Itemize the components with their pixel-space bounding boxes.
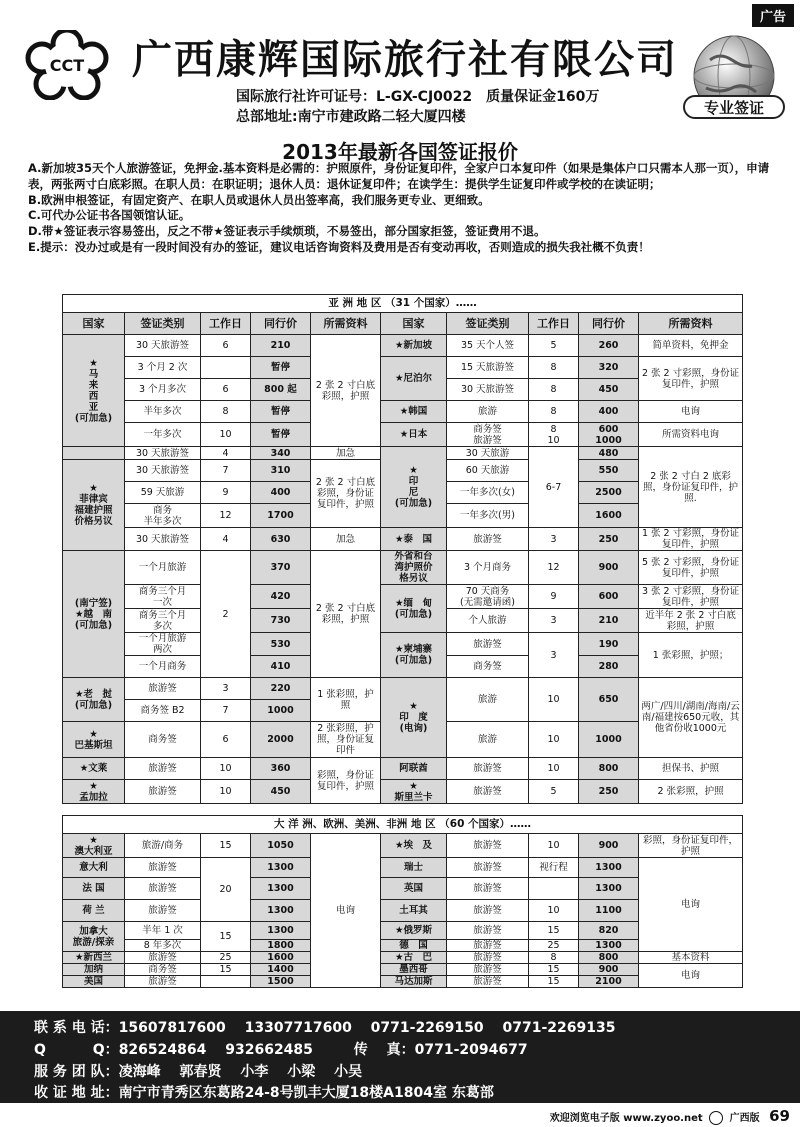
docs-cell: 电询 xyxy=(639,964,743,988)
cell xyxy=(201,976,251,988)
cell: 9 xyxy=(529,585,579,609)
country-switzerland: 瑞士 xyxy=(381,858,447,878)
country-philippines: ★ 菲律宾 福建护照 价格另议 xyxy=(63,460,125,551)
col-workdays: 工作日 xyxy=(529,313,579,335)
docs-cell: 1 张彩照，护照 xyxy=(311,678,381,722)
cell: 旅游签 xyxy=(447,878,529,900)
docs-cell: 2 张彩照，护照 xyxy=(639,780,743,804)
docs-cell: 彩照，身份证复印件，护照 xyxy=(311,758,381,804)
note-d: D.带★签证表示容易签出，反之不带★签证表示手续烦琐，不易签出，部分国家拒签，签证费用不退。 xyxy=(28,224,546,239)
globe-icon xyxy=(680,30,788,126)
cell: 旅游 xyxy=(447,722,529,758)
price-cell: 250 xyxy=(579,528,639,551)
cell: 5 xyxy=(529,335,579,357)
cell: 8 xyxy=(201,401,251,423)
price-cell: 800 起 xyxy=(251,379,311,401)
cell: 8 xyxy=(529,357,579,379)
cell: 3 个月商务 xyxy=(447,551,529,585)
svg-text:CCT: CCT xyxy=(49,56,85,75)
cell: 5 xyxy=(529,780,579,804)
contact-footer xyxy=(0,1011,800,1103)
cell: 商务签 xyxy=(447,656,529,678)
country-uk: 英国 xyxy=(381,878,447,900)
addr-label: 收 证 地 址： xyxy=(34,1085,119,1101)
cell: 9 xyxy=(201,482,251,504)
price-cell: 410 xyxy=(251,656,311,678)
country-new-zealand: ★新西兰 xyxy=(63,952,125,964)
cell: 商务三个月 一次 xyxy=(125,585,201,609)
price-cell: 1400 xyxy=(251,964,311,976)
docs-cell: 担保书、护照 xyxy=(639,758,743,780)
price-cell: 650 xyxy=(579,678,639,722)
price-cell: 530 xyxy=(251,633,311,656)
country-malaysia: ★ 马 来 西 亚 (可加急) xyxy=(63,335,125,447)
price-cell: 2000 xyxy=(251,722,311,758)
cell: 商务签 xyxy=(125,964,201,976)
table-row xyxy=(63,858,743,878)
country-usa: 美国 xyxy=(63,976,125,988)
team-label: 服 务 团 队： xyxy=(34,1064,119,1080)
cell: 一个月商务 xyxy=(125,656,201,678)
cell: 商务 半年多次 xyxy=(125,504,201,528)
cell: 25 xyxy=(201,952,251,964)
price-cell: 190 xyxy=(579,633,639,656)
price-cell: 暂停 xyxy=(251,401,311,423)
page-title: 2013年最新各国签证报价 xyxy=(282,140,518,164)
col-docs: 所需资料 xyxy=(311,313,381,335)
price-cell: 820 xyxy=(579,922,639,940)
cell xyxy=(201,357,251,379)
country-ghana: 加纳 xyxy=(63,964,125,976)
license-line: 国际旅行社许可证号：L-GX-CJ0022 质量保证金160万 xyxy=(236,89,600,105)
cell: 15 xyxy=(529,976,579,988)
cell: 25 xyxy=(529,940,579,952)
country-cambodia: ★柬埔寨 (可加急) xyxy=(381,633,447,678)
price-cell: 210 xyxy=(579,609,639,633)
cell: 2 xyxy=(201,551,251,678)
table-row xyxy=(63,528,743,551)
cell: 8 xyxy=(529,952,579,964)
cell: 59 天旅游 xyxy=(125,482,201,504)
note-c: C.可代办公证书各国领馆认证。 xyxy=(28,208,191,223)
qq-value: 826524864 932662485 xyxy=(118,1042,313,1058)
country-italy: 意大利 xyxy=(63,858,125,878)
others-section-title: 大 洋 洲、欧洲、美洲、非洲 地 区 （60 个国家）…… xyxy=(63,816,743,834)
country-france: 法 国 xyxy=(63,878,125,900)
cell: 旅游签 xyxy=(447,964,529,976)
cell: 个人旅游 xyxy=(447,609,529,633)
docs-cell: 简单资料，免押金 xyxy=(639,335,743,357)
cell: 8 年多次 xyxy=(125,940,201,952)
cell: 6 xyxy=(201,335,251,357)
table-row xyxy=(63,585,743,609)
note-b: B.欧洲申根签证，有固定资产、在职人员或退休人员出签率高，我们服务更专业、更细致。 xyxy=(28,192,490,207)
table-row xyxy=(63,780,743,804)
cell: 旅游 xyxy=(447,678,529,722)
price-cell: 450 xyxy=(251,780,311,804)
price-cell: 1600 xyxy=(251,952,311,964)
qq-label: Q Q： xyxy=(34,1042,119,1058)
company-name: 广西康辉国际旅行社有限公司 xyxy=(132,36,678,83)
price-cell: 1000 xyxy=(579,722,639,758)
price-cell: 220 xyxy=(251,678,311,700)
table-row xyxy=(63,357,743,379)
cell: 7 xyxy=(201,700,251,722)
table-row xyxy=(63,758,743,780)
team-value: 凌海峰 郭春贤 小李 小梁 小吴 xyxy=(118,1064,363,1080)
col-price: 同行价 xyxy=(251,313,311,335)
cell: 30 天旅游签 xyxy=(125,528,201,551)
cell: 15 xyxy=(529,922,579,940)
cell: 商务签 旅游签 xyxy=(447,423,529,447)
price-cell: 370 xyxy=(251,551,311,585)
cell: 10 xyxy=(201,423,251,447)
docs-cell: 彩照，身份证复印件，护照 xyxy=(639,834,743,858)
cell: 3 xyxy=(529,609,579,633)
cell: 70 天商务 (无需邀请函) xyxy=(447,585,529,609)
table-row xyxy=(63,551,743,585)
docs-cell: 近半年 2 张 2 寸白底彩照，护照 xyxy=(639,609,743,633)
cell: 3 xyxy=(201,678,251,700)
docs-cell: 两广/四川/湖南/海南/云南/福建按650元收，其他省份收1000元 xyxy=(639,678,743,758)
country-canada: 加拿大 旅游/探亲 xyxy=(63,922,125,952)
cell: 60 天旅游 xyxy=(447,460,529,482)
cell: 旅游签 xyxy=(447,940,529,952)
cell: 3 个月多次 xyxy=(125,379,201,401)
price-cell: 320 xyxy=(579,357,639,379)
table-row xyxy=(63,678,743,700)
col-visa-type: 签证类别 xyxy=(447,313,529,335)
page-number: 69 xyxy=(769,1107,790,1125)
col-price: 同行价 xyxy=(579,313,639,335)
docs-cell: 2 张 2 寸白底彩照，护照 xyxy=(311,335,381,447)
price-cell: 260 xyxy=(579,335,639,357)
cell: 商务三个月 多次 xyxy=(125,609,201,633)
docs-cell: 基本资料 xyxy=(639,952,743,964)
cell: 旅游签 xyxy=(447,922,529,940)
header xyxy=(0,0,800,125)
table-row xyxy=(63,401,743,423)
price-cell: 1300 xyxy=(251,878,311,900)
cell: 8 10 xyxy=(529,423,579,447)
cell: 3 xyxy=(529,633,579,678)
cell: 35 天个人签 xyxy=(447,335,529,357)
price-cell: 1050 xyxy=(251,834,311,858)
cell: 一年多次(男) xyxy=(447,504,529,528)
col-visa-type: 签证类别 xyxy=(125,313,201,335)
price-cell: 暂停 xyxy=(251,423,311,447)
cell: 15 xyxy=(529,964,579,976)
brand-circle-icon xyxy=(709,1111,723,1125)
country-thailand-other: 外省和台 湾护照价 格另议 xyxy=(381,551,447,585)
price-cell: 1600 xyxy=(579,504,639,528)
country-turkey: 土耳其 xyxy=(381,900,447,922)
cell: 30 天旅游 xyxy=(447,447,529,460)
docs-cell: 所需资料电询 xyxy=(639,423,743,447)
cell: 8 xyxy=(529,401,579,423)
price-cell: 1700 xyxy=(251,504,311,528)
cell: 旅游签 xyxy=(125,878,201,900)
country-singapore: ★新加坡 xyxy=(381,335,447,357)
svg-text:专业签证: 专业签证 xyxy=(703,99,765,117)
table-row xyxy=(63,834,743,858)
address-line: 总部地址:南宁市建政路二轻大厦四楼 xyxy=(236,109,466,125)
price-cell: 630 xyxy=(251,528,311,551)
price-cell: 1800 xyxy=(251,940,311,952)
cell: 一年多次 xyxy=(125,423,201,447)
cell: 旅游签 xyxy=(447,976,529,988)
docs-cell: 电询 xyxy=(311,834,381,988)
cell: 10 xyxy=(201,780,251,804)
country-russia: ★俄罗斯 xyxy=(381,922,447,940)
price-cell: 2100 xyxy=(579,976,639,988)
price-cell: 210 xyxy=(251,335,311,357)
cct-logo-icon xyxy=(22,30,112,100)
docs-cell: 电询 xyxy=(639,858,743,952)
site-text: 欢迎浏览电子版 www.zyoo.net xyxy=(549,1113,703,1124)
price-cell: 1300 xyxy=(251,858,311,878)
cell: 6 xyxy=(201,379,251,401)
price-cell: 400 xyxy=(251,482,311,504)
table-row xyxy=(63,633,743,656)
cell: 旅游签 xyxy=(447,900,529,922)
fax-value: 0771-2094677 xyxy=(414,1042,528,1058)
docs-cell: 1 张 2 寸彩照，身份证复印件，护照 xyxy=(639,528,743,551)
price-cell: 1300 xyxy=(251,900,311,922)
country-thailand: ★泰 国 xyxy=(381,528,447,551)
price-cell: 900 xyxy=(579,964,639,976)
docs-cell: 2 张彩照，护照，身份证复印件 xyxy=(311,722,381,758)
price-cell: 310 xyxy=(251,460,311,482)
col-docs: 所需资料 xyxy=(639,313,743,335)
cell: 15 xyxy=(201,964,251,976)
docs-cell: 2 张 2 寸彩照，身份证复印件，护照 xyxy=(639,357,743,401)
cell: 12 xyxy=(201,504,251,528)
docs-cell: 2 张 2 寸白底彩照，护照 xyxy=(311,551,381,678)
addr-row xyxy=(34,1082,494,1102)
country-australia: ★ 澳大利亚 xyxy=(63,834,125,858)
country-brunei: ★文莱 xyxy=(63,758,125,780)
price-cell: 1000 xyxy=(251,700,311,722)
cell: 8 xyxy=(529,379,579,401)
cell: 旅游/商务 xyxy=(125,834,201,858)
price-cell: 1100 xyxy=(579,900,639,922)
price-cell: 600 xyxy=(579,585,639,609)
country-korea: ★韩国 xyxy=(381,401,447,423)
cell: 半年 1 次 xyxy=(125,922,201,940)
cell: 10 xyxy=(529,758,579,780)
asia-price-table xyxy=(62,294,743,804)
price-cell: 暂停 xyxy=(251,357,311,379)
country-sri-lanka: ★ 斯里兰卡 xyxy=(381,780,447,804)
cell: 15 天旅游签 xyxy=(447,357,529,379)
qq-row xyxy=(34,1039,528,1059)
country-cuba: ★古 巴 xyxy=(381,952,447,964)
cell: 10 xyxy=(529,678,579,722)
fax-label: 传 真： xyxy=(353,1042,415,1058)
cell: 旅游签 xyxy=(447,858,529,878)
price-cell: 480 xyxy=(579,447,639,460)
cell: 4 xyxy=(201,447,251,460)
col-workdays: 工作日 xyxy=(201,313,251,335)
docs-cell: 3 张 2 寸彩照，身份证复印件，护照 xyxy=(639,585,743,609)
table-row xyxy=(63,964,743,976)
cell: 30 天旅游签 xyxy=(447,379,529,401)
team-row xyxy=(34,1061,362,1081)
cell: 旅游签 xyxy=(447,834,529,858)
col-country: 国家 xyxy=(63,313,125,335)
country-uae: 阿联酋 xyxy=(381,758,447,780)
cell: 6-7 xyxy=(529,447,579,528)
cell: 旅游签 xyxy=(125,758,201,780)
docs-cell: 电询 xyxy=(639,401,743,423)
tel-row xyxy=(34,1017,615,1037)
cell: 30 天旅游签 xyxy=(125,460,201,482)
cell: 旅游签 xyxy=(125,900,201,922)
price-cell: 280 xyxy=(579,656,639,678)
cell: 30 天旅游签 xyxy=(125,447,201,460)
docs-cell: 1 张彩照，护照； xyxy=(639,633,743,678)
price-cell: 340 xyxy=(251,447,311,460)
table-row xyxy=(63,335,743,357)
asia-section-title: 亚 洲 地 区 （31 个国家）…… xyxy=(63,295,743,313)
cell: 10 xyxy=(529,722,579,758)
cell: 视行程 xyxy=(529,858,579,878)
table-row xyxy=(63,952,743,964)
country-madagascar: 马达加斯 xyxy=(381,976,447,988)
price-cell: 400 xyxy=(579,401,639,423)
price-cell: 730 xyxy=(251,609,311,633)
price-cell: 250 xyxy=(579,780,639,804)
cell: 一个月旅游 xyxy=(125,551,201,585)
cell: 7 xyxy=(201,460,251,482)
cell: 旅游签 xyxy=(125,858,201,878)
cell: 旅游签 xyxy=(447,528,529,551)
cell: 一年多次(女) xyxy=(447,482,529,504)
country-egypt: ★埃 及 xyxy=(381,834,447,858)
docs-cell: 加急 xyxy=(311,447,381,460)
tel-value: 15607817600 13307717600 0771-2269150 0771-2269135 xyxy=(118,1020,616,1036)
price-cell: 1300 xyxy=(579,878,639,900)
price-cell: 2500 xyxy=(579,482,639,504)
country-germany: 德 国 xyxy=(381,940,447,952)
cell: 旅游签 xyxy=(447,633,529,656)
cell: 旅游签 xyxy=(125,780,201,804)
cell: 3 个月 2 次 xyxy=(125,357,201,379)
cell: 旅游 xyxy=(447,401,529,423)
cell: 旅游签 xyxy=(125,976,201,988)
country-india: ★ 印 度 (电询) xyxy=(381,678,447,758)
docs-cell: 加急 xyxy=(311,528,381,551)
price-cell: 1300 xyxy=(579,940,639,952)
price-cell: 900 xyxy=(579,834,639,858)
cell: 半年多次 xyxy=(125,401,201,423)
addr-value: 南宁市青秀区东葛路24-8号凯丰大厦18楼A1804室 东葛部 xyxy=(118,1085,494,1101)
price-cell: 420 xyxy=(251,585,311,609)
cell: 旅游签 xyxy=(447,780,529,804)
cell: 12 xyxy=(529,551,579,585)
cell: 商务签 xyxy=(125,722,201,758)
visa-notes xyxy=(28,161,780,256)
cell xyxy=(63,447,125,460)
price-cell: 450 xyxy=(579,379,639,401)
price-cell: 1300 xyxy=(251,922,311,940)
table-row xyxy=(63,447,743,460)
other-regions-table xyxy=(62,815,743,988)
country-bangladesh: ★ 孟加拉 xyxy=(63,780,125,804)
cell xyxy=(529,878,579,900)
note-a: A.新加坡35天个人旅游签证，免押金.基本资料是必需的：护照原件，身份证复印件，全家户口本复印件（如果是集体户口只需本人那一页），申请表，两张两寸白底彩照。在职人员：在职证明；退休人员：退休证复印件；在读学生：提供学生证复印件或学校的在读证明； xyxy=(28,161,770,191)
cell: 旅游签 xyxy=(447,758,529,780)
cell: 3 xyxy=(529,528,579,551)
cell: 6 xyxy=(201,722,251,758)
country-japan: ★日本 xyxy=(381,423,447,447)
cell: 10 xyxy=(529,834,579,858)
docs-cell: 5 张 2 寸彩照，身份证复印件，护照 xyxy=(639,551,743,585)
price-cell: 800 xyxy=(579,952,639,964)
col-country: 国家 xyxy=(381,313,447,335)
table-row xyxy=(63,423,743,447)
brand-text: 广西版 xyxy=(729,1113,760,1124)
cell: 20 xyxy=(201,858,251,922)
ad-tag: 广告 xyxy=(752,4,794,27)
cell: 旅游签 xyxy=(447,952,529,964)
price-cell: 360 xyxy=(251,758,311,780)
cell: 15 xyxy=(201,922,251,952)
note-e: E.提示：没办过或是有一段时间没有办的签证，建议电话咨询资料及费用是否有变动再收，否则造成的损失我社概不负责！ xyxy=(28,239,650,254)
country-laos: ★老 挝 (可加急) xyxy=(63,678,125,722)
docs-cell: 2 张 2 寸白 2 底彩照，身份证复印件，护照. xyxy=(639,447,743,528)
country-vietnam: (南宁签) ★越 南 (可加急) xyxy=(63,551,125,678)
price-cell: 550 xyxy=(579,460,639,482)
price-cell: 1500 xyxy=(251,976,311,988)
price-cell: 900 xyxy=(579,551,639,585)
docs-cell: 2 张 2 寸白底彩照，身份证复印件，护照 xyxy=(311,460,381,528)
tel-label: 联 系 电 话： xyxy=(34,1020,119,1036)
cell: 旅游签 xyxy=(125,952,201,964)
cell: 旅游签 xyxy=(125,678,201,700)
cell: 商务签 B2 xyxy=(125,700,201,722)
cell: 10 xyxy=(201,758,251,780)
country-mexico: 墨西哥 xyxy=(381,964,447,976)
country-myanmar: ★缅 甸 (可加急) xyxy=(381,585,447,633)
price-cell: 600 1000 xyxy=(579,423,639,447)
country-indonesia: ★ 印 尼 (可加急) xyxy=(381,447,447,528)
cell: 15 xyxy=(201,834,251,858)
country-nepal: ★尼泊尔 xyxy=(381,357,447,401)
price-cell: 800 xyxy=(579,758,639,780)
cell: 10 xyxy=(529,900,579,922)
page-footer xyxy=(550,1107,790,1125)
country-pakistan: ★ 巴基斯坦 xyxy=(63,722,125,758)
country-netherlands: 荷 兰 xyxy=(63,900,125,922)
cell: 一个月旅游 两次 xyxy=(125,633,201,656)
cell: 4 xyxy=(201,528,251,551)
price-cell: 1300 xyxy=(579,858,639,878)
cell: 30 天旅游签 xyxy=(125,335,201,357)
